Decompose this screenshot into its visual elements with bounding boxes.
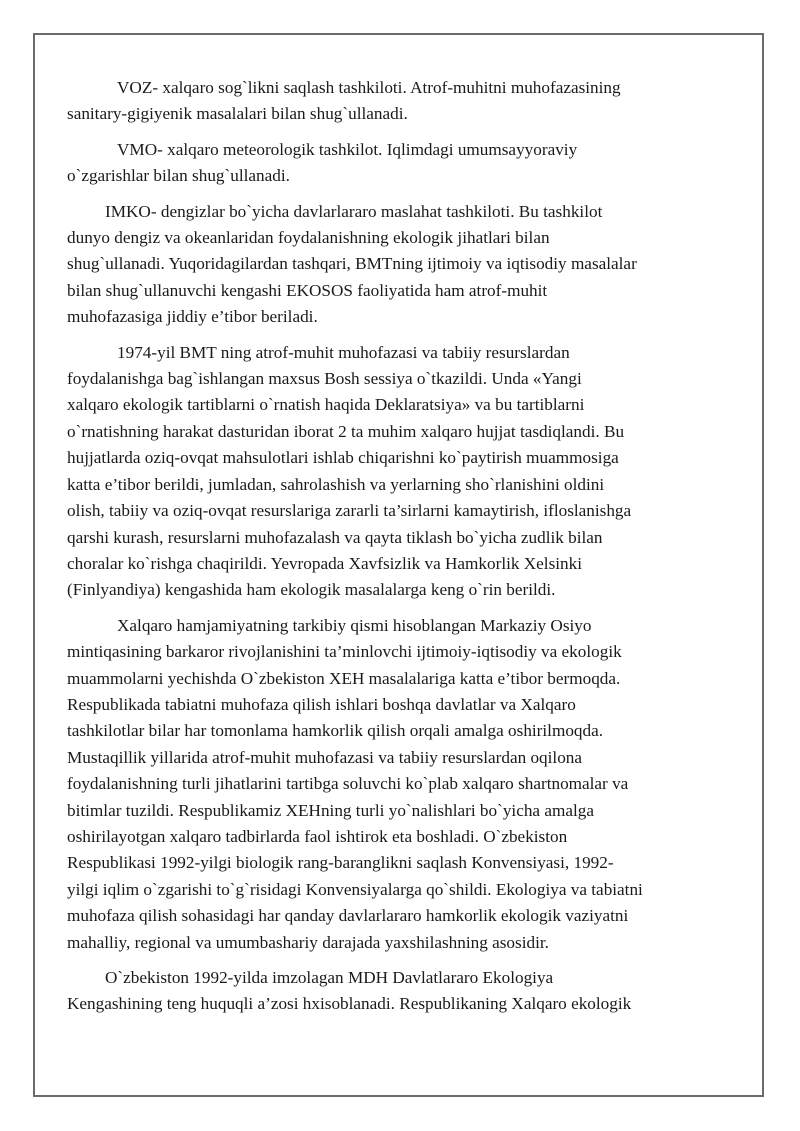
text-line: mintiqasining barkaror rivojlanishini ta’minlovchi ijtimoiy-iqtisodiy va ekologik: [67, 642, 622, 662]
text-line: oshirilayotgan xalqaro tadbirlarda faol ishtirok eta boshladi. O`zbekiston: [67, 826, 568, 846]
text-line: dunyo dengiz va okeanlaridan foydalanishning ekologik jihatlari bilan: [67, 228, 550, 248]
text-line: tashkilotlar bilar har tomonlama hamkorlik qilish orqali amalga oshirilmoqda.: [67, 721, 604, 741]
paragraph: [67, 75, 743, 128]
text-line: (Finlyandiya) kengashida ham ekologik masalalarga keng o`rin berildi.: [67, 580, 556, 600]
text-line: bilan shug`ullanuvchi kengashi EKOSOS faoliyatida ham atrof-muhit: [67, 280, 548, 300]
text-line: yilgi iqlim o`zgarishi to`g`risidagi Konvensiyalarga qo`shildi. Ekologiya va tabiatni: [67, 879, 643, 899]
page-frame: [33, 33, 764, 1097]
text-line: bitimlar tuzildi. Respublikamiz XEHning turli yo`nalishlari bo`yicha amalga: [67, 800, 594, 820]
text-line: foydalanishning turli jihatlarini tartibga soluvchi ko`plab xalqaro shartnomalar va: [67, 774, 629, 794]
text-line: qarshi kurash, resurslarni muhofazalash va qayta tiklash bo`yicha zudlik bilan: [67, 527, 603, 547]
paragraph: [67, 613, 743, 956]
paragraph: [67, 199, 743, 331]
paragraph: [67, 340, 743, 604]
text-line: VOZ- xalqaro sog`likni saqlash tashkiloti. Atrof-muhitni muhofazasining: [117, 78, 621, 97]
text-line: IMKO- dengizlar bo`yicha davlarlararo maslahat tashkiloti. Bu tashkilot: [105, 201, 603, 221]
text-line: Kengashining teng huquqli a’zosi hxisoblanadi. Respublikaning Xalqaro ekologik: [67, 994, 632, 1014]
text-line: muhofaza qilish sohasidagi har qanday davlarlararo hamkorlik ekologik vaziyatni: [67, 906, 629, 926]
document-body: [67, 75, 743, 1027]
text-line: foydalanishga bag`ishlangan maxsus Bosh sessiya o`tkazildi. Unda «Yangi: [67, 369, 582, 389]
text-line: shug`ullanadi. Yuqoridagilardan tashqari, BMTning ijtimoiy va iqtisodiy masalalar: [67, 254, 637, 274]
paragraph: [67, 137, 743, 190]
text-line: mahalliy, regional va umumbashariy darajada yaxshilashning asosidir.: [67, 932, 549, 952]
text-line: Xalqaro hamjamiyatning tarkibiy qismi hisoblangan Markaziy Osiyo: [117, 615, 592, 635]
text-line: Mustaqillik yillarida atrof-muhit muhofazasi va tabiiy resurslardan oqilona: [67, 747, 583, 767]
text-line: hujjatlarda oziq-ovqat mahsulotlari ishlab chiqarishni ko`paytirish muammosiga: [67, 448, 619, 468]
text-line: Respublikada tabiatni muhofaza qilish ishlari boshqa davlatlar va Xalqaro: [67, 694, 576, 714]
text-line: o`rnatishning harakat dasturidan iborat 2 ta muhim xalqaro hujjat tasdiqlandi. Bu: [67, 421, 625, 441]
text-line: Respublikasi 1992-yilgi biologik rang-baranglikni saqlash Konvensiyasi, 1992-: [67, 853, 614, 873]
text-line: xalqaro ekologik tartiblarni o`rnatish haqida Deklaratsiya» va bu tartiblarni: [67, 395, 585, 415]
text-line: choralar ko`rishga chaqirildi. Yevropada Xavfsizlik va Hamkorlik Xelsinki: [67, 553, 583, 573]
text-line: sanitary-gigiyenik masalalari bilan shug`ullanadi.: [67, 104, 408, 124]
paragraph: [67, 965, 743, 1018]
text-line: VMO- xalqaro meteorologik tashkilot. Iqlimdagi umumsayyoraviy: [117, 139, 578, 159]
text-line: muammolarni yechishda O`zbekiston XEH masalalariga katta e’tibor bermoqda.: [67, 668, 621, 688]
text-line: 1974-yil BMT ning atrof-muhit muhofazasi va tabiiy resurslardan: [117, 342, 570, 362]
text-line: olish, tabiiy va oziq-ovqat resurslariga zararli ta’sirlarni kamaytirish, ifloslanishga: [67, 501, 632, 521]
text-line: O`zbekiston 1992-yilda imzolagan MDH Davlatlararo Ekologiya: [105, 968, 554, 987]
text-line: o`zgarishlar bilan shug`ullanadi.: [67, 166, 290, 186]
text-line: katta e’tibor berildi, jumladan, sahrolashish va yerlarning sho`rlanishini oldini: [67, 474, 605, 494]
text-line: muhofazasiga jiddiy e’tibor beriladi.: [67, 307, 318, 327]
